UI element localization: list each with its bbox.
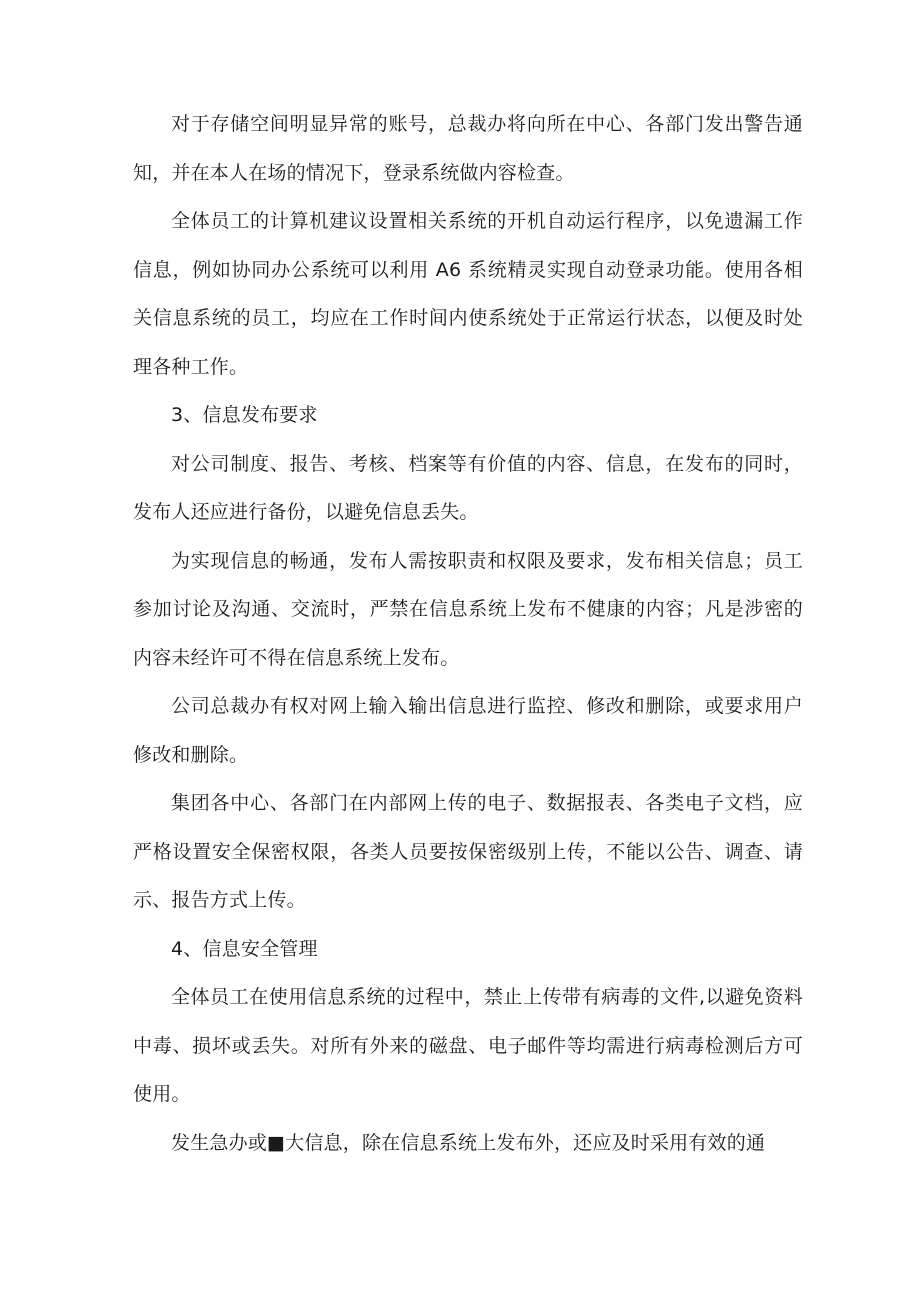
section-heading-security: 4、信息安全管理: [171, 937, 318, 960]
paragraph-urgent-info: 发生急办或■大信息，除在信息系统上发布外，还应及时采用有效的通: [171, 1131, 766, 1154]
paragraph-monitoring: 公司总裁办有权对网上输入输出信息进行监控、修改和删除，或要求用户修改和删除。: [133, 695, 803, 766]
section-heading-publish: 3、信息发布要求: [171, 404, 318, 426]
paragraph-auto-run: 全体员工的计算机建议设置相关系统的开机自动运行程序，以免遗漏工作信息，例如协同办公系统可以利用 A6 系统精灵实现自动登录功能。使用各相关信息系统的员工，均应在工作时间内使系统处于正常运行状态，以便及时处理各种工作。: [133, 210, 803, 378]
paragraph-upload-permissions: 集团各中心、各部门在内部网上传的电子、数据报表、各类电子文档，应严格设置安全保密权限，各类人员要按保密级别上传，不能以公告、调查、请示、报告方式上传。: [133, 792, 803, 911]
paragraph-virus-check: 全体员工在使用信息系统的过程中，禁止上传带有病毒的文件,以避免资料中毒、损坏或丢失。对所有外来的磁盘、电子邮件等均需进行病毒检测后方可使用。: [133, 986, 803, 1105]
paragraph-storage-warning: 对于存储空间明显异常的账号，总裁办将向所在中心、各部门发出警告通知，并在本人在场的情况下，登录系统做内容检查。: [133, 113, 803, 184]
paragraph-publish-rules: 为实现信息的畅通，发布人需按职责和权限及要求，发布相关信息；员工参加讨论及沟通、交流时，严禁在信息系统上发布不健康的内容；凡是涉密的内容未经许可不得在信息系统上发布。: [133, 549, 803, 669]
paragraph-backup: 对公司制度、报告、考核、档案等有价值的内容、信息，在发布的同时，发布人还应进行备份，以避免信息丢失。: [133, 452, 803, 523]
document-body: [133, 100, 803, 1167]
